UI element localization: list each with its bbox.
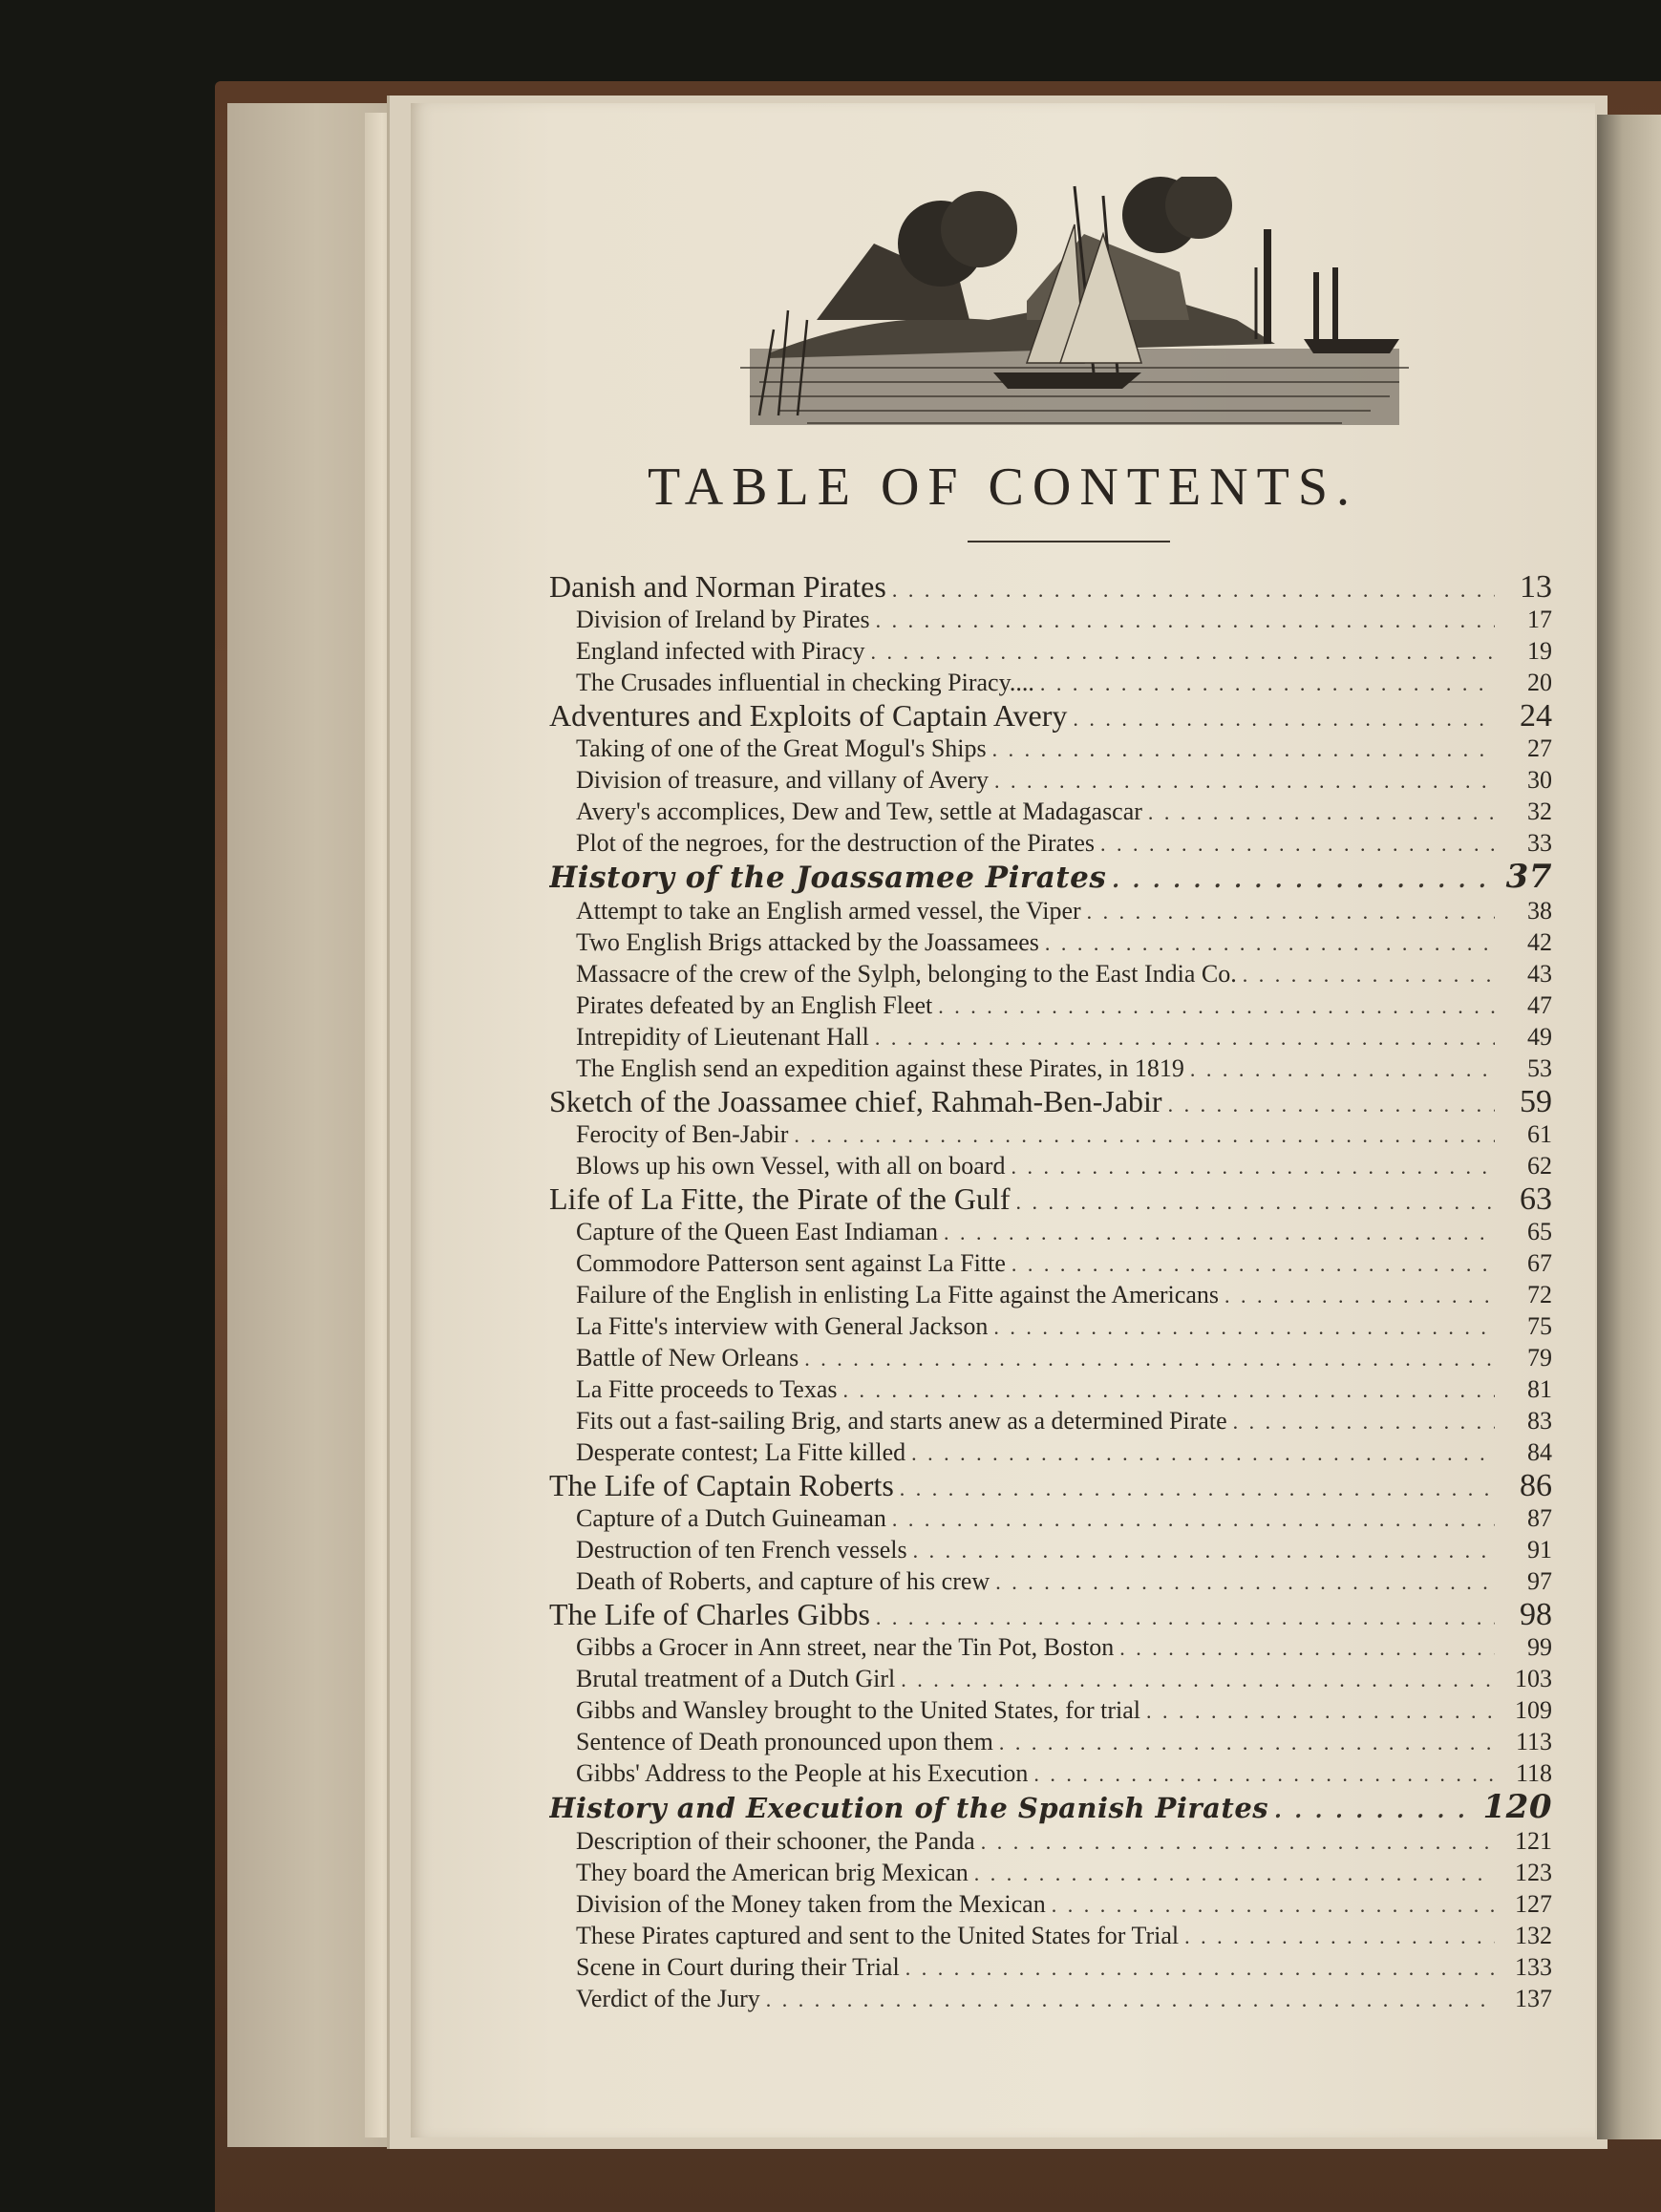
toc-entry xyxy=(549,698,1552,733)
toc-entry-page: 62 xyxy=(1527,1152,1552,1180)
toc-entry xyxy=(549,1757,1552,1789)
page-title: TABLE OF CONTENTS. xyxy=(648,457,1358,517)
toc-entry-title: The English send an expedition against these Pirates, in 1819 xyxy=(576,1054,1184,1082)
toc-entry-title: Failure of the English in enlisting La Fitte against the Americans xyxy=(576,1281,1219,1308)
toc-entry-title: Intrepidity of Lieutenant Hall xyxy=(576,1023,869,1051)
toc-entry-title: England infected with Piracy xyxy=(576,637,865,665)
toc-entry xyxy=(549,895,1552,926)
toc-entry xyxy=(549,989,1552,1021)
toc-entry xyxy=(549,569,1552,604)
toc-entry-title: Commodore Patterson sent against La Fitte xyxy=(576,1249,1006,1277)
toc-entry-page: 86 xyxy=(1520,1468,1552,1502)
toc-entry xyxy=(549,859,1552,895)
leader-dots xyxy=(992,734,1495,764)
toc-entry xyxy=(549,1247,1552,1279)
toc-entry xyxy=(549,1694,1552,1726)
leader-dots xyxy=(993,1311,1495,1342)
toc-entry-title: La Fitte proceeds to Texas xyxy=(576,1375,838,1403)
toc-entry-page: 118 xyxy=(1515,1759,1552,1787)
leader-dots xyxy=(794,1119,1495,1150)
toc-entry xyxy=(549,1181,1552,1216)
toc-entry-title: The Crusades influential in checking Piracy.... xyxy=(576,669,1034,696)
leader-dots xyxy=(994,765,1495,796)
leader-dots xyxy=(1148,797,1495,827)
toc-entry xyxy=(549,1857,1552,1888)
toc-entry-title: The Life of Charles Gibbs xyxy=(549,1597,870,1631)
leader-dots xyxy=(1100,828,1495,859)
toc-entry-page: 113 xyxy=(1515,1728,1552,1755)
toc-entry xyxy=(549,1216,1552,1247)
toc-entry-title: Ferocity of Ben-Jabir xyxy=(576,1120,789,1148)
toc-entry xyxy=(549,1342,1552,1373)
toc-entry-title: Adventures and Exploits of Captain Avery xyxy=(549,698,1068,733)
leader-dots xyxy=(1073,702,1495,733)
leader-dots xyxy=(999,1727,1495,1757)
leader-dots xyxy=(981,1826,1495,1857)
toc-entry-title: La Fitte's interview with General Jackson xyxy=(576,1312,989,1340)
toc-entry-page: 19 xyxy=(1527,637,1552,665)
toc-entry xyxy=(549,1118,1552,1150)
leader-dots xyxy=(995,1566,1495,1597)
toc-entry xyxy=(549,1502,1552,1534)
harbor-scene-woodcut-icon xyxy=(740,177,1409,444)
toc-entry-title: Description of their schooner, the Panda xyxy=(576,1827,975,1855)
toc-entry-page: 59 xyxy=(1520,1084,1552,1118)
toc-entry-title: Desperate contest; La Fitte killed xyxy=(576,1438,906,1466)
toc-entry-title: They board the American brig Mexican xyxy=(576,1859,969,1886)
toc-entry-title: Division of the Money taken from the Mexican xyxy=(576,1890,1046,1918)
toc-entry xyxy=(549,926,1552,958)
toc-entry xyxy=(549,1150,1552,1181)
leader-dots xyxy=(1184,1921,1495,1951)
toc-entry xyxy=(549,1310,1552,1342)
toc-entry xyxy=(549,667,1552,698)
toc-entry-page: 67 xyxy=(1527,1249,1552,1277)
toc-entry-page: 30 xyxy=(1527,766,1552,794)
toc-entry xyxy=(549,1789,1552,1825)
toc-entry-title: Danish and Norman Pirates xyxy=(549,569,886,604)
toc-entry-page: 20 xyxy=(1527,669,1552,696)
toc-entry-page: 61 xyxy=(1527,1120,1552,1148)
toc-entry-page: 132 xyxy=(1515,1922,1552,1949)
toc-entry-title: Life of La Fitte, the Pirate of the Gulf xyxy=(549,1181,1011,1216)
leader-dots xyxy=(892,573,1495,604)
leader-dots xyxy=(1040,668,1495,698)
toc-entry-page: 84 xyxy=(1527,1438,1552,1466)
toc-entry-page: 72 xyxy=(1527,1281,1552,1308)
leader-dots xyxy=(1112,862,1495,895)
leader-dots xyxy=(1243,959,1495,989)
toc-entry-title: Sentence of Death pronounced upon them xyxy=(576,1728,993,1755)
title-rule xyxy=(968,541,1170,542)
leader-dots xyxy=(911,1437,1495,1468)
toc-entry xyxy=(549,1436,1552,1468)
table-of-contents xyxy=(549,569,1552,2014)
leader-dots xyxy=(1168,1088,1495,1118)
leader-dots xyxy=(1045,927,1495,958)
leader-dots xyxy=(901,1664,1495,1694)
toc-entry-title: Verdict of the Jury xyxy=(576,1985,760,2012)
toc-entry-title: Capture of a Dutch Guineaman xyxy=(576,1504,886,1532)
leader-dots xyxy=(974,1858,1495,1888)
toc-entry xyxy=(549,1373,1552,1405)
toc-entry-page: 24 xyxy=(1520,698,1552,733)
next-page-edge xyxy=(1597,115,1661,2139)
toc-entry-title: Plot of the negroes, for the destruction of the Pirates xyxy=(576,829,1095,857)
toc-entry-page: 91 xyxy=(1527,1536,1552,1563)
toc-entry xyxy=(549,1951,1552,1983)
toc-entry-title: Capture of the Queen East Indiaman xyxy=(576,1218,939,1245)
toc-entry-title: Fits out a fast-sailing Brig, and starts anew as a determined Pirate xyxy=(576,1407,1227,1435)
toc-entry-page: 53 xyxy=(1527,1054,1552,1082)
leader-dots xyxy=(1190,1053,1495,1084)
toc-entry-title: Massacre of the crew of the Sylph, belonging to the East India Co. xyxy=(576,960,1237,988)
toc-entry xyxy=(549,1726,1552,1757)
toc-entry xyxy=(549,1053,1552,1084)
leader-dots xyxy=(1146,1695,1495,1726)
toc-entry-page: 38 xyxy=(1527,897,1552,925)
toc-entry-title: Division of Ireland by Pirates xyxy=(576,606,870,633)
leader-dots xyxy=(1033,1758,1495,1789)
toc-entry xyxy=(549,1405,1552,1436)
toc-entry-title: History of the Joassamee Pirates xyxy=(549,861,1107,895)
toc-entry-page: 127 xyxy=(1515,1890,1552,1918)
toc-entry-page: 87 xyxy=(1527,1504,1552,1532)
leader-dots xyxy=(766,1984,1495,2014)
toc-entry xyxy=(549,1084,1552,1118)
toc-entry xyxy=(549,796,1552,827)
toc-entry-page: 42 xyxy=(1527,928,1552,956)
toc-entry-page: 109 xyxy=(1515,1696,1552,1724)
toc-entry xyxy=(549,1534,1552,1565)
toc-entry xyxy=(549,1888,1552,1920)
toc-entry-title: Destruction of ten French vessels xyxy=(576,1536,907,1563)
toc-entry xyxy=(549,1021,1552,1053)
toc-entry xyxy=(549,827,1552,859)
toc-entry-page: 65 xyxy=(1527,1218,1552,1245)
toc-entry-page: 49 xyxy=(1527,1023,1552,1051)
toc-entry xyxy=(549,604,1552,635)
toc-entry xyxy=(549,1825,1552,1857)
leader-dots xyxy=(1016,1185,1495,1216)
leader-dots xyxy=(913,1535,1495,1565)
toc-entry xyxy=(549,1983,1552,2014)
toc-entry-page: 75 xyxy=(1527,1312,1552,1340)
toc-entry-page: 13 xyxy=(1520,569,1552,604)
toc-entry-title: Scene in Court during their Trial xyxy=(576,1953,900,1981)
leader-dots xyxy=(876,605,1495,635)
leader-dots xyxy=(905,1952,1495,1983)
toc-entry-page: 120 xyxy=(1482,1789,1552,1825)
toc-entry xyxy=(549,635,1552,667)
leader-dots xyxy=(892,1503,1495,1534)
leader-dots xyxy=(1011,1151,1495,1181)
toc-entry-title: Pirates defeated by an English Fleet xyxy=(576,991,933,1019)
toc-entry xyxy=(549,958,1552,989)
toc-entry xyxy=(549,764,1552,796)
toc-entry xyxy=(549,1279,1552,1310)
toc-entry-title: Attempt to take an English armed vessel, the Viper xyxy=(576,897,1081,925)
toc-entry xyxy=(549,1631,1552,1663)
leader-dots xyxy=(804,1343,1495,1373)
toc-entry-page: 17 xyxy=(1527,606,1552,633)
toc-entry-title: The Life of Captain Roberts xyxy=(549,1468,894,1502)
leader-dots xyxy=(938,990,1495,1021)
toc-entry-page: 79 xyxy=(1527,1344,1552,1372)
toc-entry-page: 63 xyxy=(1520,1181,1552,1216)
leader-dots xyxy=(900,1472,1495,1502)
toc-entry-page: 83 xyxy=(1527,1407,1552,1435)
leader-dots xyxy=(1087,896,1495,926)
toc-entry-title: Division of treasure, and villany of Avery xyxy=(576,766,990,794)
toc-entry xyxy=(549,1663,1552,1694)
leader-dots xyxy=(875,1022,1495,1053)
leader-dots xyxy=(1119,1632,1495,1663)
toc-entry xyxy=(549,1597,1552,1631)
toc-entry-page: 137 xyxy=(1515,1985,1552,2012)
toc-entry-title: These Pirates captured and sent to the United States for Trial xyxy=(576,1922,1180,1949)
toc-entry-page: 47 xyxy=(1527,991,1552,1019)
leader-dots xyxy=(876,1601,1495,1631)
toc-entry-title: Gibbs and Wansley brought to the United States, for trial xyxy=(576,1696,1140,1724)
toc-entry-page: 133 xyxy=(1515,1953,1552,1981)
toc-entry-page: 97 xyxy=(1527,1567,1552,1595)
leader-dots xyxy=(1233,1406,1495,1436)
toc-entry-page: 27 xyxy=(1527,734,1552,762)
leader-dots xyxy=(944,1217,1495,1247)
toc-entry-title: Death of Roberts, and capture of his crew xyxy=(576,1567,990,1595)
leader-dots xyxy=(871,636,1495,667)
toc-entry-page: 123 xyxy=(1515,1859,1552,1886)
toc-entry-title: Blows up his own Vessel, with all on board xyxy=(576,1152,1006,1180)
toc-entry-page: 103 xyxy=(1515,1665,1552,1692)
toc-entry-page: 81 xyxy=(1527,1375,1552,1403)
toc-entry-title: Gibbs a Grocer in Ann street, near the Tin Pot, Boston xyxy=(576,1633,1115,1661)
toc-entry-title: Two English Brigs attacked by the Joassamees xyxy=(576,928,1039,956)
toc-entry-page: 98 xyxy=(1520,1597,1552,1631)
toc-entry-page: 121 xyxy=(1515,1827,1552,1855)
toc-entry-title: Gibbs' Address to the People at his Execution xyxy=(576,1759,1029,1787)
toc-entry xyxy=(549,733,1552,764)
toc-entry xyxy=(549,1565,1552,1597)
toc-entry-page: 32 xyxy=(1527,798,1552,825)
leader-dots xyxy=(1052,1889,1495,1920)
toc-entry-page: 99 xyxy=(1527,1633,1552,1661)
toc-entry-page: 43 xyxy=(1527,960,1552,988)
toc-entry-title: History and Execution of the Spanish Pirates xyxy=(549,1792,1269,1824)
toc-entry-title: Brutal treatment of a Dutch Girl xyxy=(576,1665,896,1692)
toc-entry-page: 33 xyxy=(1527,829,1552,857)
leader-dots xyxy=(1274,1793,1477,1825)
leader-dots xyxy=(1012,1248,1495,1279)
toc-entry-page: 37 xyxy=(1505,859,1552,895)
leader-dots xyxy=(1224,1280,1495,1310)
leader-dots xyxy=(843,1374,1495,1405)
toc-entry-title: Taking of one of the Great Mogul's Ships xyxy=(576,734,987,762)
toc-entry xyxy=(549,1920,1552,1951)
toc-entry-title: Battle of New Orleans xyxy=(576,1344,799,1372)
toc-entry xyxy=(549,1468,1552,1502)
toc-entry-title: Sketch of the Joassamee chief, Rahmah-Ben-Jabir xyxy=(549,1084,1162,1118)
toc-entry-title: Avery's accomplices, Dew and Tew, settle at Madagascar xyxy=(576,798,1142,825)
